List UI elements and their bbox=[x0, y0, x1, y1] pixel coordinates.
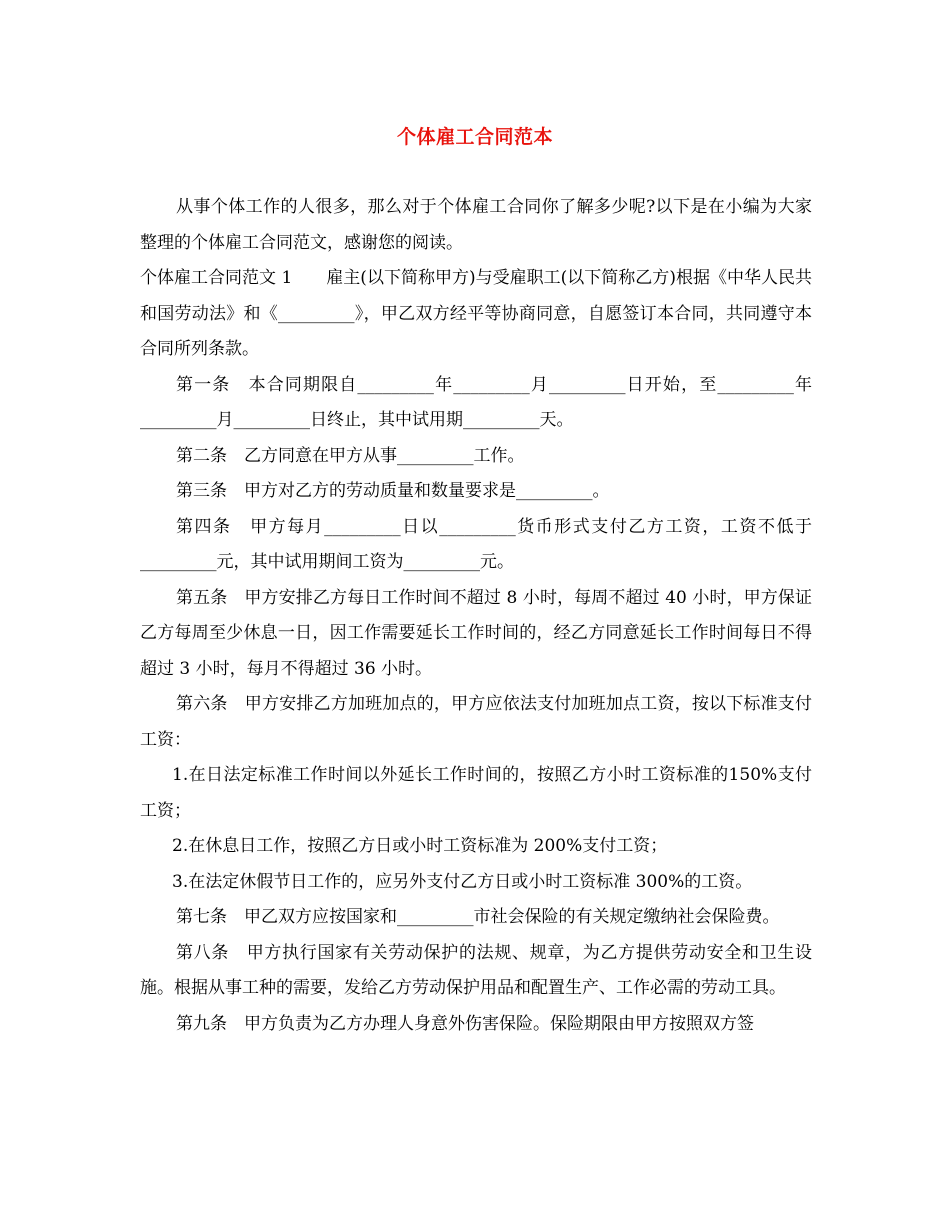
paragraph-article-6: 第六条 甲方安排乙方加班加点的，甲方应依法支付加班加点工资，按以下标准支付工资： bbox=[140, 694, 812, 750]
paragraph-article-6-item-1: 1.在日法定标准工作时间以外延长工作时间的，按照乙方小时工资标准的150%支付工资； bbox=[140, 765, 812, 821]
paragraph-article-6-item-3: 3.在法定休假节日工作的，应另外支付乙方日或小时工资标准 300%的工资。 bbox=[172, 871, 753, 892]
document-title: 个体雇工合同范本 bbox=[396, 126, 553, 148]
document-body bbox=[140, 190, 812, 1042]
paragraph-contract-preamble: 个体雇工合同范文 1 雇主(以下简称甲方)与受雇职工(以下简称乙方)根据《中华人民共和国劳动法》和《_________》，甲乙双方经平等协商同意，自愿签订本合同，共同遵守本合同所列条款。 bbox=[140, 268, 812, 359]
paragraph-article-4: 第四条 甲方每月_________日以_________货币形式支付乙方工资，工资不低于_________元，其中试用期间工资为_________元。 bbox=[140, 516, 812, 572]
paragraph-article-7: 第七条 甲乙双方应按国家和_________市社会保险的有关规定缴纳社会保险费。 bbox=[176, 907, 780, 927]
paragraph-article-3: 第三条 甲方对乙方的劳动质量和数量要求是_________。 bbox=[176, 481, 610, 501]
paragraph-article-6-item-2: 2.在休息日工作，按照乙方日或小时工资标准为 200%支付工资； bbox=[172, 836, 668, 856]
paragraph-article-5: 第五条 甲方安排乙方每日工作时间不超过 8 小时，每周不超过 40 小时，甲方保证乙方每周至少休息一日，因工作需要延长工作时间的，经乙方同意延长工作时间每日不得超过 3 小时，每月不得超过 36 小时。 bbox=[140, 587, 812, 679]
paragraph-intro: 从事个体工作的人很多，那么对于个体雇工合同你了解多少呢?以下是在小编为大家整理的个体雇工合同范文，感谢您的阅读。 bbox=[140, 197, 812, 253]
paragraph-article-9: 第九条 甲方负责为乙方办理人身意外伤害保险。保险期限由甲方按照双方签 bbox=[176, 1013, 754, 1034]
paragraph-article-8: 第八条 甲方执行国家有关劳动保护的法规、规章，为乙方提供劳动安全和卫生设施。根据从事工种的需要，发给乙方劳动保护用品和配置生产、工作必需的劳动工具。 bbox=[140, 942, 812, 998]
paragraph-article-2: 第二条 乙方同意在甲方从事_________工作。 bbox=[176, 445, 525, 466]
paragraph-article-1: 第一条 本合同期限自_________年_________月_________日开始，至_________年_________月_________日终止，其中试用期_________天。 bbox=[140, 374, 812, 430]
